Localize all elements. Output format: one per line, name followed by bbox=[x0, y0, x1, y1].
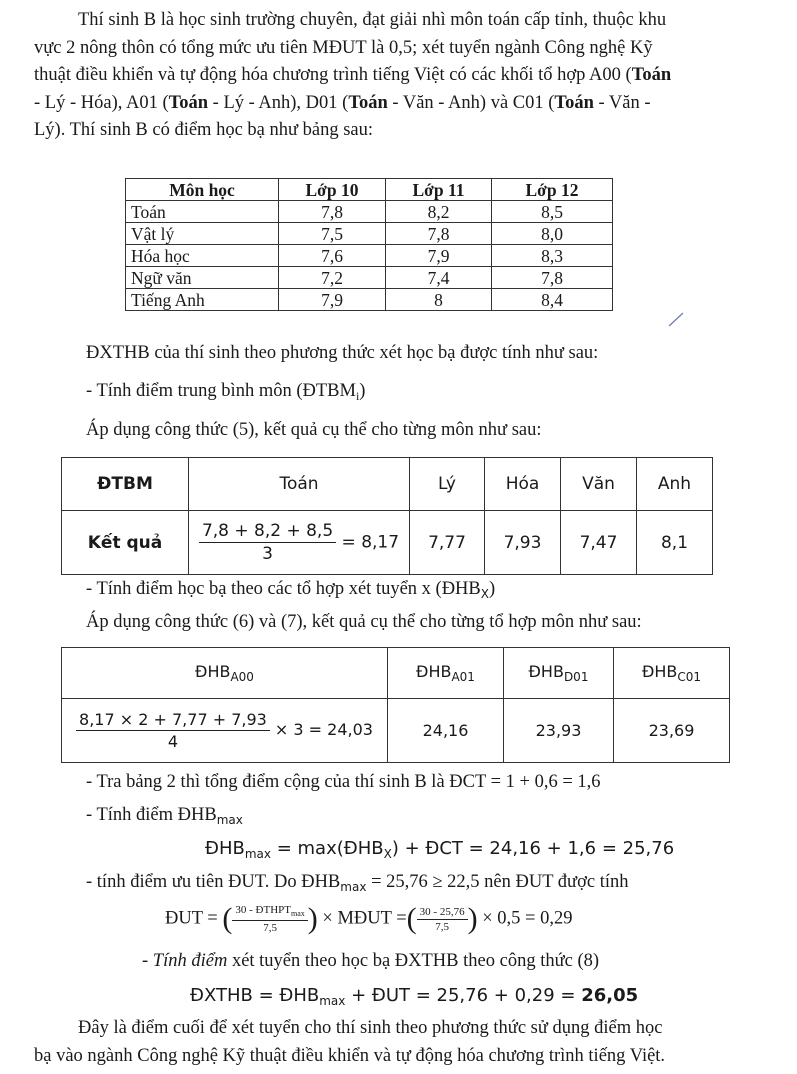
grade-cell: 7,5 bbox=[279, 223, 386, 245]
grade-cell: 7,8 bbox=[279, 201, 386, 223]
dhb-table bbox=[61, 647, 730, 763]
dhb-result-row bbox=[62, 699, 730, 763]
intro-line-1: Thí sinh B là học sinh trường chuyên, đạt giải nhì môn toán cấp tỉnh, thuộc khu bbox=[78, 10, 667, 30]
formula-dhbmax: $ĐHB_{max}$ = $\max(ĐHB_X)$ + ĐCT = 24,16 + 1,6 = 25,76 bbox=[205, 838, 675, 861]
subject-cell: Tiếng Anh bbox=[126, 289, 279, 311]
grades-header-row bbox=[126, 179, 613, 201]
dhb-a00-formula: $\frac{8,17 \times 2 + 7,77 + 7,93}{4}$ × 3 = 24,03 bbox=[62, 699, 388, 763]
formula-dxthb: ĐXTHB = $ĐHB_{max}$ + ĐUT = 25,76 + 0,29 = 26,05 bbox=[190, 985, 639, 1008]
conclusion-line-2: bạ vào ngành Công nghệ Kỹ thuật điều khiển và tự động hóa chương trình tiếng Việt. bbox=[34, 1045, 666, 1066]
dtbm-hoa-value: 7,93 bbox=[485, 511, 561, 575]
subject-cell: Hóa học bbox=[126, 245, 279, 267]
grades-header-subject: Môn học bbox=[126, 179, 279, 201]
conclusion-line-1: Đây là điểm cuối để xét tuyển cho thí sinh theo phương thức sử dụng điểm học bbox=[78, 1018, 663, 1038]
dhb-c01-value: 23,69 bbox=[614, 699, 730, 763]
dhb-header-c01: $ĐHB_{C01}$ bbox=[614, 648, 730, 699]
grade-cell: 7,4 bbox=[386, 267, 492, 289]
dhb-header-row bbox=[62, 648, 730, 699]
dtbm-ly-value: 7,77 bbox=[410, 511, 485, 575]
formula-5-description: Áp dụng công thức (5), kết quả cụ thể cho từng môn như sau: bbox=[86, 420, 542, 440]
subject-cell: Ngữ văn bbox=[126, 267, 279, 289]
dtbm-header-toan: Toán bbox=[189, 458, 410, 511]
grade-cell: 8,0 bbox=[492, 223, 613, 245]
dhb-a01-value: 24,16 bbox=[388, 699, 504, 763]
dtbm-header-row bbox=[62, 458, 713, 511]
dtbm-anh-value: 8,1 bbox=[637, 511, 713, 575]
grade-cell: 7,9 bbox=[279, 289, 386, 311]
intro-line-3: thuật điều khiển và tự động hóa chương trình tiếng Việt có các khối tổ hợp A00 (Toán bbox=[34, 65, 672, 85]
step-dhbmax: - Tính điểm $ĐHB_{max}$ bbox=[86, 805, 243, 827]
grade-cell: 7,2 bbox=[279, 267, 386, 289]
grade-cell: 7,8 bbox=[386, 223, 492, 245]
grades-table bbox=[125, 178, 613, 311]
grade-cell: 7,6 bbox=[279, 245, 386, 267]
table-row bbox=[126, 267, 613, 289]
dtbm-toan-formula: $\frac{7,8 + 8,2 + 8,5}{3}$ = 8,17 bbox=[189, 511, 410, 575]
dtbm-van-value: 7,47 bbox=[561, 511, 637, 575]
dtbm-table bbox=[61, 457, 713, 575]
dtbm-result-row bbox=[62, 511, 713, 575]
method-description: ĐXTHB của thí sinh theo phương thức xét học bạ được tính như sau: bbox=[86, 343, 599, 363]
grade-cell: 8 bbox=[386, 289, 492, 311]
dhb-header-d01: $ĐHB_{D01}$ bbox=[504, 648, 614, 699]
step-dhb: - Tính điểm học bạ theo các tổ hợp xét tuyển x $(ĐHB_X)$ bbox=[86, 579, 496, 601]
table-row bbox=[126, 245, 613, 267]
table-row bbox=[126, 223, 613, 245]
dtbm-header-ly: Lý bbox=[410, 458, 485, 511]
dhb-header-a01: $ĐHB_{A01}$ bbox=[388, 648, 504, 699]
intro-paragraph bbox=[34, 7, 764, 145]
step-dut: - tính điểm ưu tiên ĐUT. Do $ĐHB_{max} = 25,76 \ge 22,5$ nên ĐUT được tính bbox=[86, 872, 629, 894]
intro-line-4: - Lý - Hóa), A01 (Toán - Lý - Anh), D01 (Toán - Văn - Anh) và C01 (Toán - Văn - bbox=[34, 92, 651, 113]
grade-cell: 7,9 bbox=[386, 245, 492, 267]
grades-header-grade-11: Lớp 11 bbox=[386, 179, 492, 201]
subject-cell: Toán bbox=[126, 201, 279, 223]
step-dct: - Tra bảng 2 thì tổng điểm cộng của thí sinh B là ĐCT = 1 + 0,6 = 1,6 bbox=[86, 772, 601, 792]
pen-mark-icon bbox=[667, 312, 685, 327]
grade-cell: 7,8 bbox=[492, 267, 613, 289]
dtbm-header-van: Văn bbox=[561, 458, 637, 511]
dhb-d01-value: 23,93 bbox=[504, 699, 614, 763]
intro-line-5: Lý). Thí sinh B có điểm học bạ như bảng sau: bbox=[34, 120, 374, 140]
grades-header-grade-12: Lớp 12 bbox=[492, 179, 613, 201]
dhb-header-a00: $ĐHB_{A00}$ bbox=[62, 648, 388, 699]
grade-cell: 8,3 bbox=[492, 245, 613, 267]
grade-cell: 8,4 bbox=[492, 289, 613, 311]
table-row bbox=[126, 289, 613, 311]
grade-cell: 8,2 bbox=[386, 201, 492, 223]
intro-line-2: vực 2 nông thôn có tổng mức ưu tiên MĐUT là 0,5; xét tuyển ngành Công nghệ Kỹ bbox=[34, 37, 653, 58]
formula-dut: ĐUT = ( $\frac{30 - ĐTHPT_{max}}{7,5}$ ) × MĐUT =( $\frac{30 - 25,76}{7,5}$ ) × 0,5 = 0,29 bbox=[165, 902, 573, 935]
subject-cell: Vật lý bbox=[126, 223, 279, 245]
dtbm-header-anh: Anh bbox=[637, 458, 713, 511]
formula-6-7-description: Áp dụng công thức (6) và (7), kết quả cụ thể cho từng tổ hợp môn như sau: bbox=[86, 612, 642, 632]
dtbm-result-label: Kết quả bbox=[87, 532, 163, 553]
dtbm-header-hoa: Hóa bbox=[485, 458, 561, 511]
step-dxthb: - Tính điểm xét tuyển theo học bạ ĐXTHB theo công thức (8) bbox=[142, 951, 600, 971]
grades-header-grade-10: Lớp 10 bbox=[279, 179, 386, 201]
grade-cell: 8,5 bbox=[492, 201, 613, 223]
conclusion-paragraph bbox=[34, 1015, 764, 1070]
table-row bbox=[126, 201, 613, 223]
dtbm-header-label: ĐTBM bbox=[97, 474, 153, 494]
final-score: 26,05 bbox=[581, 985, 639, 1006]
step-dtbm: - Tính điểm trung bình môn $(ĐTBM_i)$ bbox=[86, 381, 366, 403]
